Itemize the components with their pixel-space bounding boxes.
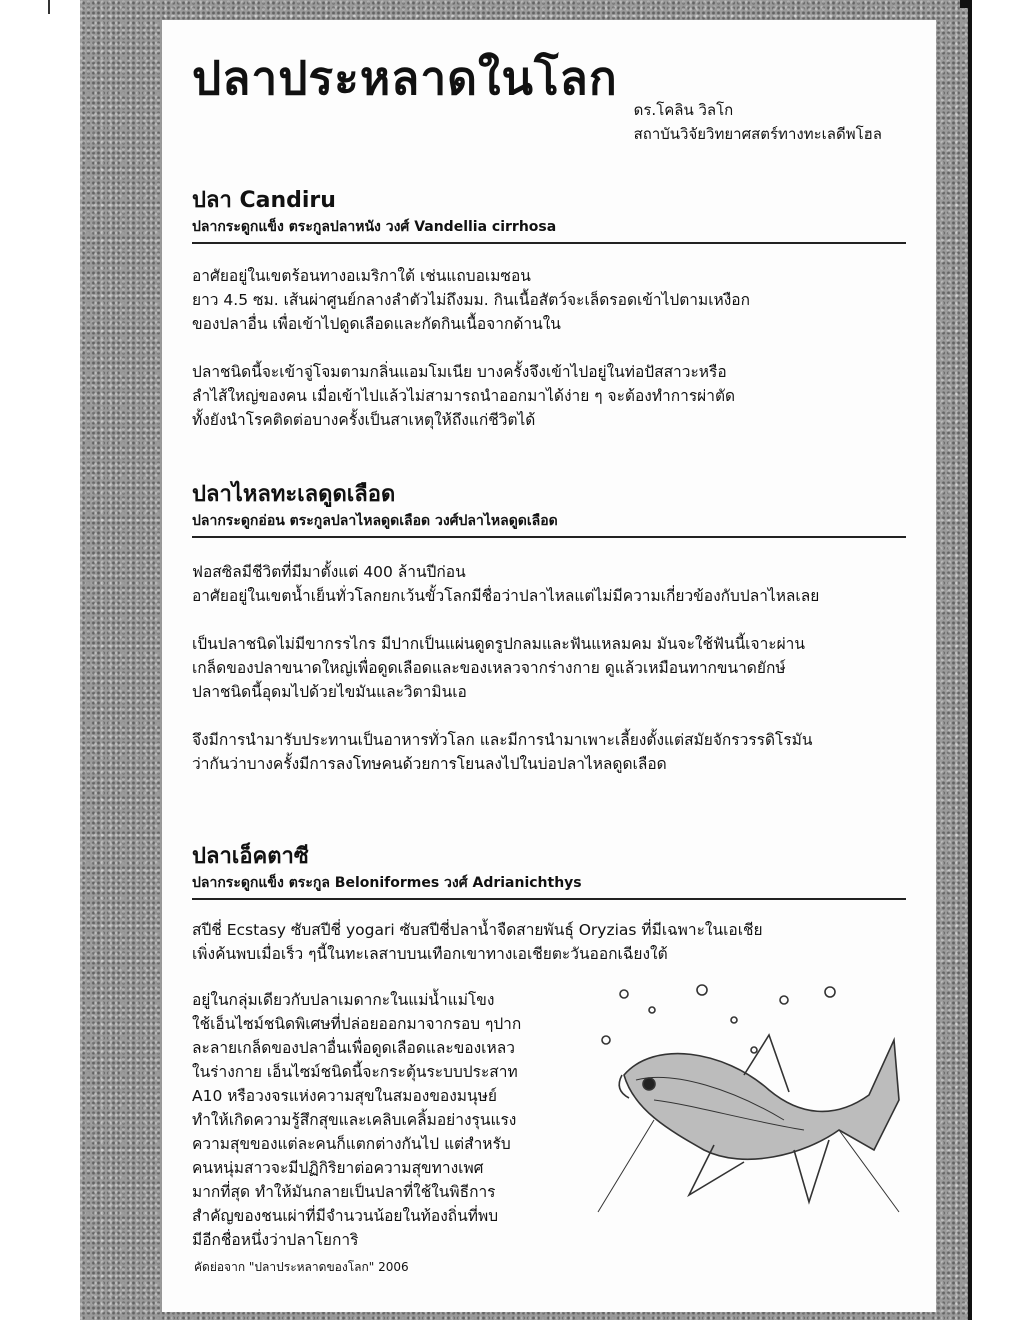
text-line: อยู่ในกลุ่มเดียวกับปลาเมดากะในแม่น้ำแม่โขง: [192, 991, 495, 1009]
text-line: ละลายเกล็ดของปลาอื่นเพื่อดูดเลือดและของเหลว: [192, 1039, 515, 1057]
author-name: ดร.โคลิน วิลโก: [633, 101, 734, 119]
text-line: สำคัญของชนเผ่าที่มีจำนวนน้อยในท้องถิ่นที่พบ: [192, 1207, 499, 1225]
paragraph: [192, 728, 906, 776]
page-title: ปลาประหลาดในโลก: [192, 51, 618, 105]
text-line: มากที่สุด ทำให้มันกลายเป็นปลาที่ใช้ในพิธีการ: [192, 1183, 496, 1201]
section-candiru: [192, 186, 906, 432]
paragraph: [192, 264, 906, 336]
text-line: ในร่างกาย เอ็นไซม์ชนิดนี้จะกระตุ้นระบบประสาท: [192, 1063, 518, 1081]
section-classification: ปลากระดูกอ่อน ตระกูลปลาไหลดูดเลือด วงศ์ปลาไหลดูดเลือด: [192, 510, 906, 538]
paragraph: [192, 632, 906, 704]
author-institute: สถาบันวิจัยวิทยาศสตร์ทางทะเลดีพโฮล: [633, 125, 882, 143]
scan-left-tick: [48, 0, 50, 14]
author-block: [634, 98, 882, 146]
text-line: ปลาชนิดนี้จะเข้าจู่โจมตามกลิ่นแอมโมเนีย บางครั้งจึงเข้าไปอยู่ในท่อปัสสาวะหรือ: [192, 363, 727, 381]
text-line: ว่ากันว่าบางครั้งมีการลงโทษคนด้วยการโยนลงไปในบ่อปลาไหลดูดเลือด: [192, 755, 667, 773]
section-title: ปลาไหลทะเลดูดเลือด: [192, 482, 396, 507]
section-ecstasy-fish: [192, 842, 906, 1268]
text-line: ลำไส้ใหญ่ของคน เมื่อเข้าไปแล้วไม่สามารถนำออกมาได้ง่าย ๆ จะต้องทำการผ่าตัด: [192, 387, 736, 405]
text-line: คนหนุ่มสาวจะมีปฏิกิริยาต่อความสุขทางเพศ: [192, 1159, 484, 1177]
text-line: สปีชี่ Ecstasy ซับสปีชี่ yogari ซับสปีชี่ปลาน้ำจืดสายพันธุ์ Oryzias ที่มีเฉพาะในเอเชีย: [192, 921, 763, 939]
paragraph: [192, 360, 906, 432]
text-line: A10 หรือวงจรแห่งความสุขในสมองของมนุษย์: [192, 1087, 497, 1105]
paragraph: [192, 918, 906, 966]
text-with-illustration: [192, 988, 906, 1268]
text-line: ความสุขของแต่ละคนก็แตกต่างกันไป แต่สำหรับ: [192, 1135, 511, 1153]
text-line: ทั้งยังนำโรคติดต่อบางครั้งเป็นสาเหตุให้ถึงแก่ชีวิตได้: [192, 411, 536, 429]
source-note: คัดย่อจาก "ปลาประหลาดของโลก" 2006: [194, 1260, 409, 1274]
section-classification: ปลากระดูกแข็ง ตระกูลปลาหนัง วงศ์ Vandellia cirrhosa: [192, 216, 906, 244]
text-line: ปลาชนิดนี้อุดมไปด้วยไขมันและวิตามินเอ: [192, 683, 467, 701]
text-line: ทำให้เกิดความรู้สึกสุขและเคลิบเคลิ้มอย่างรุนแรง: [192, 1111, 517, 1129]
text-line: จึงมีการนำมารับประทานเป็นอาหารทั่วโลก และมีการนำมาเพาะเลี้ยงตั้งแต่สมัยจักรวรรดิโรมัน: [192, 731, 813, 749]
section-lamprey: [192, 480, 906, 776]
article-panel: [162, 20, 936, 1312]
text-line: อาศัยอยู่ในเขตน้ำเย็นทั่วโลกยกเว้นขั้วโลกมีชื่อว่าปลาไหลแต่ไม่มีความเกี่ยวข้องกับปลาไหลเลย: [192, 587, 820, 605]
section-title: ปลา Candiru: [192, 188, 336, 213]
text-line: มีอีกชื่อหนึ่งว่าปลาโยการิ: [192, 1231, 359, 1249]
text-line: ของปลาอื่น เพื่อเข้าไปดูดเลือดและกัดกินเนื้อจากด้านใน: [192, 315, 561, 333]
text-line: ยาว 4.5 ซม. เส้นผ่าศูนย์กลางลำตัวไม่ถึงมม. กินเนื้อสัตว์จะเล็ดรอดเข้าไปตามเหงือก: [192, 291, 750, 309]
text-line: ใช้เอ็นไซม์ชนิดพิเศษที่ปล่อยออกมาจากรอบ ๆปาก: [192, 1015, 522, 1033]
text-line: เป็นปลาชนิดไม่มีขากรรไกร มีปากเป็นแผ่นดูดรูปกลมและฟันแหลมคม มันจะใช้ฟันนี้เจาะผ่าน: [192, 635, 805, 653]
section-classification: ปลากระดูกแข็ง ตระกูล Beloniformes วงศ์ Adrianichthys: [192, 872, 906, 900]
text-line: เพิ่งค้นพบเมื่อเร็ว ๆนี้ในทะเลสาบบนเทือกเขาทางเอเชียตะวันออกเฉียงใต้: [192, 945, 668, 963]
text-line: ฟอสซิลมีชีวิตที่มีมาตั้งแต่ 400 ล้านปีก่อน: [192, 563, 466, 581]
paragraph: [192, 560, 906, 608]
fish-illustration: [594, 980, 906, 1218]
text-line: อาศัยอยู่ในเขตร้อนทางอเมริกาใต้ เช่นแถบอเมซอน: [192, 267, 531, 285]
paragraph: [192, 988, 572, 1252]
scan-edge-line: [968, 0, 972, 1320]
section-title: ปลาเอ็คตาซี: [192, 844, 309, 869]
text-line: เกล็ดของปลาขนาดใหญ่เพื่อดูดเลือดและของเหลวจากร่างกาย ดูแล้วเหมือนทากขนาดยักษ์: [192, 659, 786, 677]
scan-corner-mark: [960, 0, 972, 8]
